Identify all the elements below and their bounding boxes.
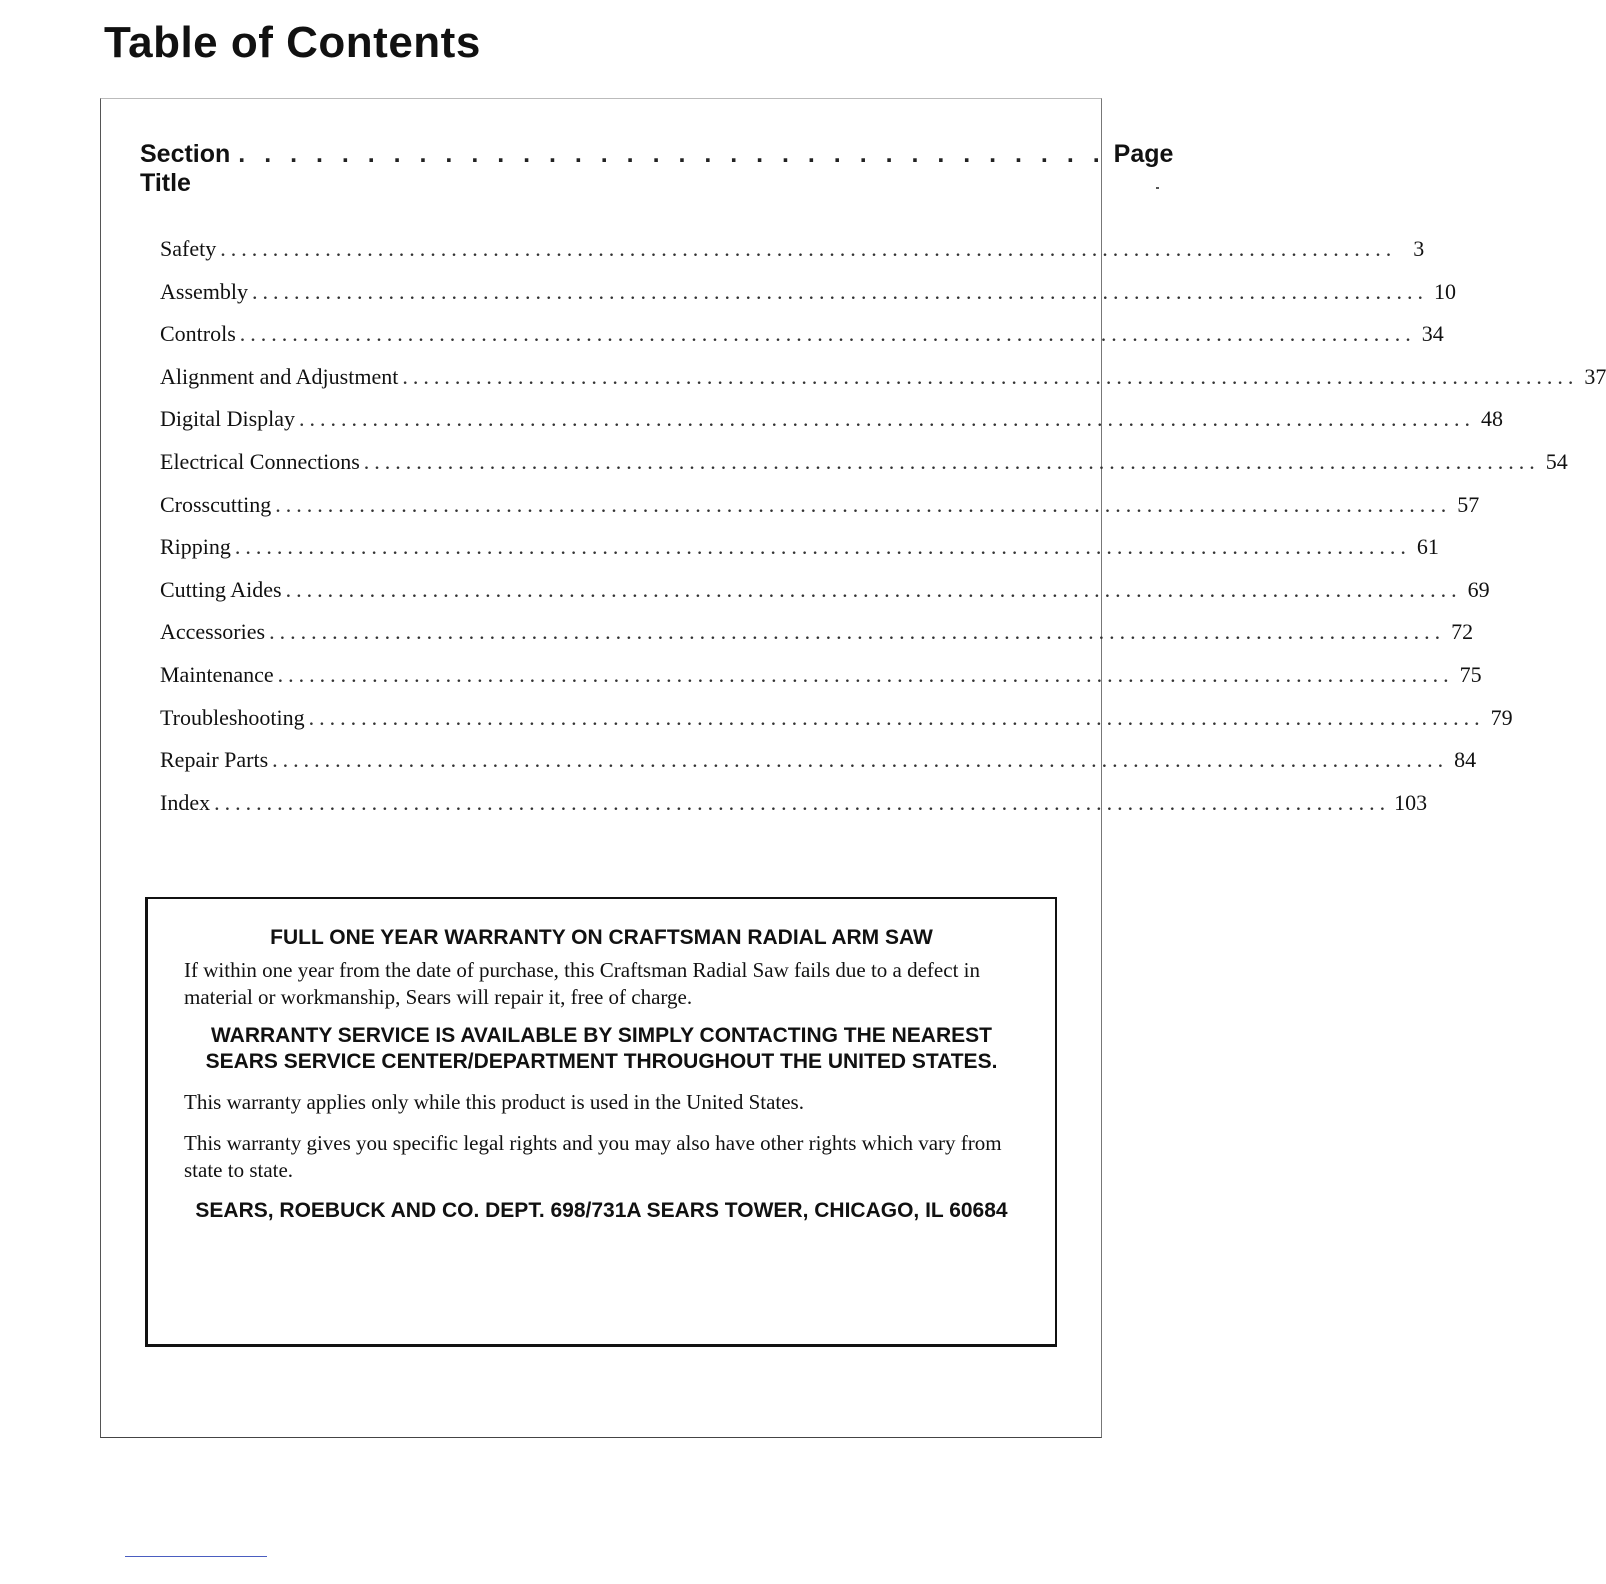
warranty-paragraph-usage: This warranty applies only while this product is used in the United States. [184, 1090, 804, 1114]
toc-entry-title: Digital Display [160, 406, 296, 432]
toc-list [160, 228, 1606, 824]
toc-entry-page: 57 [1457, 491, 1480, 517]
toc-entry-leader: ................................................................................................................ [214, 789, 1391, 815]
toc-entry-title: Safety [160, 236, 217, 261]
toc-entry-leader: ................................................................................................................ [272, 747, 1449, 773]
toc-entry-page: 3 [1413, 236, 1425, 261]
toc-entry-page: 79 [1490, 704, 1513, 730]
toc-entry-title: Cutting Aides [160, 576, 282, 602]
toc-entry-page: 61 [1416, 534, 1439, 560]
page-title: Table of Contents [104, 18, 481, 67]
toc-entry-title: Controls [160, 321, 236, 347]
stray-mark [1156, 187, 1159, 189]
toc-entry-title: Ripping [160, 534, 231, 560]
toc-entry-accessories[interactable] [160, 611, 1474, 654]
toc-entry-page: 69 [1467, 576, 1490, 602]
toc-entry-title: Index [160, 789, 211, 815]
toc-entry-page: 37 [1584, 363, 1606, 389]
toc-entry-leader: ................................................................................................................ [275, 491, 1452, 517]
toc-entry-leader: ................................................................................................................ [299, 406, 1476, 432]
toc-entry-electrical-connections[interactable] [160, 441, 1568, 484]
toc-entry-leader: ................................................................................................................ [239, 321, 1416, 347]
toc-entry-controls[interactable] [160, 313, 1444, 356]
toc-entry-repair-parts[interactable] [160, 739, 1477, 782]
toc-entry-page: 103 [1394, 789, 1428, 815]
toc-entry-leader: ................................................................................................................ [308, 704, 1485, 730]
toc-entry-leader: ................................................................................................................ [269, 619, 1446, 645]
toc-entry-leader: ................................................................................................................ [220, 236, 1397, 261]
toc-entry-page: 54 [1545, 448, 1568, 474]
toc-entry-leader: ................................................................................................................ [402, 363, 1579, 389]
warranty-service-heading: WARRANTY SERVICE IS AVAILABLE BY SIMPLY CONTACTING THE NEAREST SEARS SERVICE CENTER/DEPARTMENT THROUGHOUT THE UNITED STATES. [205, 1024, 998, 1073]
toc-entry-title: Maintenance [160, 661, 274, 687]
toc-entry-page: 72 [1451, 619, 1474, 645]
toc-entry-cutting-aides[interactable] [160, 569, 1490, 612]
warranty-paragraph-rights: This warranty gives you specific legal rights and you may also have other rights which vary from state to state. [184, 1131, 1002, 1182]
toc-entry-ripping[interactable] [160, 526, 1439, 569]
toc-entry-alignment-and-adjustment[interactable] [160, 356, 1606, 399]
warranty-address: SEARS, ROEBUCK AND CO. DEPT. 698/731A SEARS TOWER, CHICAGO, IL 60684 [195, 1199, 1008, 1222]
toc-entry-title: Accessories [160, 619, 266, 645]
toc-entry-leader: ................................................................................................................ [285, 576, 1462, 602]
toc-entry-page: 34 [1421, 321, 1444, 347]
toc-entry-leader: ................................................................................................................ [252, 278, 1428, 304]
toc-entry-title: Electrical Connections [160, 448, 360, 474]
toc-entry-troubleshooting[interactable] [160, 697, 1513, 740]
toc-entry-page: 48 [1481, 406, 1504, 432]
warranty-box [145, 897, 1057, 1347]
toc-header-title: Section Title [140, 140, 231, 197]
toc-entry-digital-display[interactable] [160, 398, 1504, 441]
toc-header-page: Page [1113, 140, 1174, 168]
toc-entry-leader: ................................................................................................................ [277, 661, 1454, 687]
toc-entry-leader: ................................................................................................................ [234, 534, 1411, 560]
toc-entry-assembly[interactable] [160, 271, 1456, 314]
warranty-heading: FULL ONE YEAR WARRANTY ON CRAFTSMAN RADIAL ARM SAW [270, 926, 933, 949]
toc-entry-safety[interactable] [160, 228, 1425, 271]
toc-entry-index[interactable] [160, 782, 1428, 825]
warranty-paragraph-coverage: If within one year from the date of purchase, this Craftsman Radial Saw fails due to a defect in material or workmanship, Sears will repair it, free of charge. [184, 958, 980, 1009]
toc-entry-page: 84 [1454, 747, 1477, 773]
toc-entry-title: Troubleshooting [160, 704, 305, 730]
toc-entry-title: Alignment and Adjustment [160, 363, 399, 389]
toc-entry-page: 75 [1459, 661, 1482, 687]
toc-entry-title: Repair Parts [160, 747, 269, 773]
toc-entry-leader: ................................................................................................................ [363, 448, 1540, 474]
toc-entry-title: Assembly [160, 278, 248, 304]
toc-header [140, 140, 1174, 198]
toc-header-leader: . . . . . . . . . . . . . . . . . . . . . . . . . . . . . . . . . . [238, 140, 1106, 168]
footer-rule [125, 1556, 267, 1557]
toc-entry-maintenance[interactable] [160, 654, 1482, 697]
toc-entry-crosscutting[interactable] [160, 484, 1480, 527]
toc-entry-title: Crosscutting [160, 491, 272, 517]
toc-entry-page: 10 [1434, 278, 1456, 304]
